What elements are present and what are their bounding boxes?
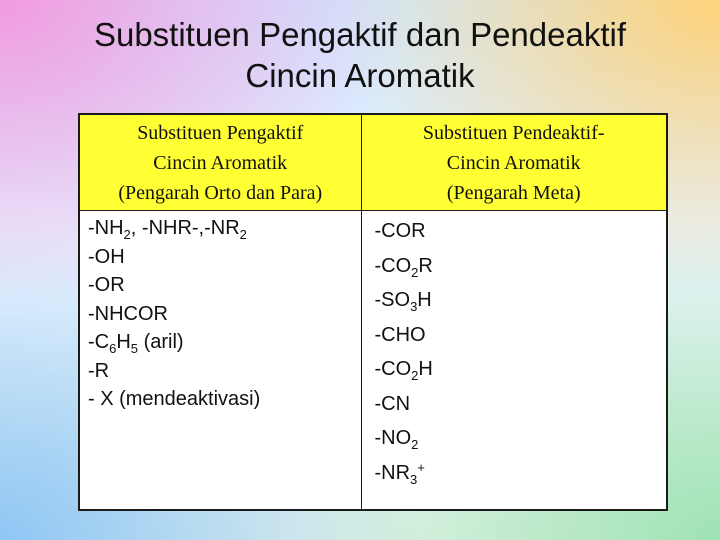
deactivating-substituent — [375, 456, 667, 491]
deactivating-header — [361, 114, 667, 211]
subscript: 2 — [239, 227, 247, 242]
substituent-table — [78, 113, 668, 511]
deactivating-substituent — [375, 387, 667, 422]
deactivating-header-line-3: (Pengarah Meta) — [446, 181, 581, 204]
deactivating-list — [362, 211, 667, 490]
deactivating-substituent — [375, 421, 667, 456]
formula-text: H — [116, 331, 131, 353]
activating-cell — [79, 211, 361, 511]
formula-text: -COR — [374, 220, 426, 242]
formula-text: -OH — [88, 245, 125, 268]
activating-substituent — [88, 214, 361, 243]
subscript: 2 — [411, 437, 419, 452]
body-row — [79, 211, 667, 511]
formula-text: -R — [88, 359, 110, 382]
activating-substituent — [88, 385, 361, 414]
activating-header-line-3: (Pengarah Orto dan Para) — [118, 181, 323, 204]
formula-text: -SO — [374, 289, 411, 311]
subscript: 6 — [109, 341, 117, 356]
subscript: 5 — [130, 341, 139, 356]
activating-header-line-2: Cincin Aromatik — [153, 151, 288, 174]
subscript: 2 — [411, 368, 419, 383]
formula-text: -NHCOR — [88, 302, 168, 325]
deactivating-cell — [361, 211, 667, 511]
formula-text: H — [417, 289, 432, 311]
formula-text: R — [418, 254, 433, 277]
superscript: + — [417, 459, 425, 475]
formula-text: (aril) — [138, 331, 184, 353]
activating-substituent — [88, 357, 361, 386]
formula-text: , — [130, 217, 142, 239]
formula-text: -NR — [374, 461, 411, 484]
activating-list — [80, 211, 361, 414]
activating-substituent — [88, 271, 361, 300]
deactivating-substituent — [375, 318, 667, 353]
deactivating-header-line-2: Cincin Aromatik — [446, 151, 581, 174]
formula-text: -NH — [88, 217, 124, 239]
formula-text: H — [418, 358, 433, 380]
formula-text: -CO — [374, 254, 412, 277]
activating-substituent — [88, 328, 361, 357]
deactivating-substituent — [375, 249, 667, 284]
formula-text: -CN — [374, 392, 411, 415]
title-line-2: Cincin Aromatik — [245, 57, 475, 94]
formula-text: - X (mendeaktivasi) — [88, 388, 261, 410]
activating-substituent — [88, 243, 361, 272]
activating-header — [79, 114, 361, 211]
formula-text: -CO — [374, 358, 412, 380]
activating-substituent — [88, 300, 361, 329]
deactivating-substituent — [375, 214, 667, 249]
subscript: 2 — [123, 227, 131, 242]
deactivating-substituent — [375, 283, 667, 318]
deactivating-substituent — [375, 352, 667, 387]
subscript: 3 — [410, 299, 418, 314]
formula-text: -NHR-,-NR — [141, 217, 240, 239]
formula-text: -OR — [88, 274, 125, 296]
formula-text: -C — [88, 331, 110, 353]
activating-header-line-1: Substituen Pengaktif — [137, 121, 304, 144]
slide-title — [0, 14, 720, 96]
subscript: 3 — [410, 471, 418, 487]
header-row — [79, 114, 667, 211]
formula-text: -NO — [374, 427, 412, 449]
subscript: 2 — [411, 264, 419, 280]
title-line-1: Substituen Pengaktif dan Pendeaktif — [93, 16, 627, 53]
deactivating-header-line-1: Substituen Pendeaktif- — [422, 121, 605, 144]
formula-text: -CHO — [374, 323, 426, 346]
